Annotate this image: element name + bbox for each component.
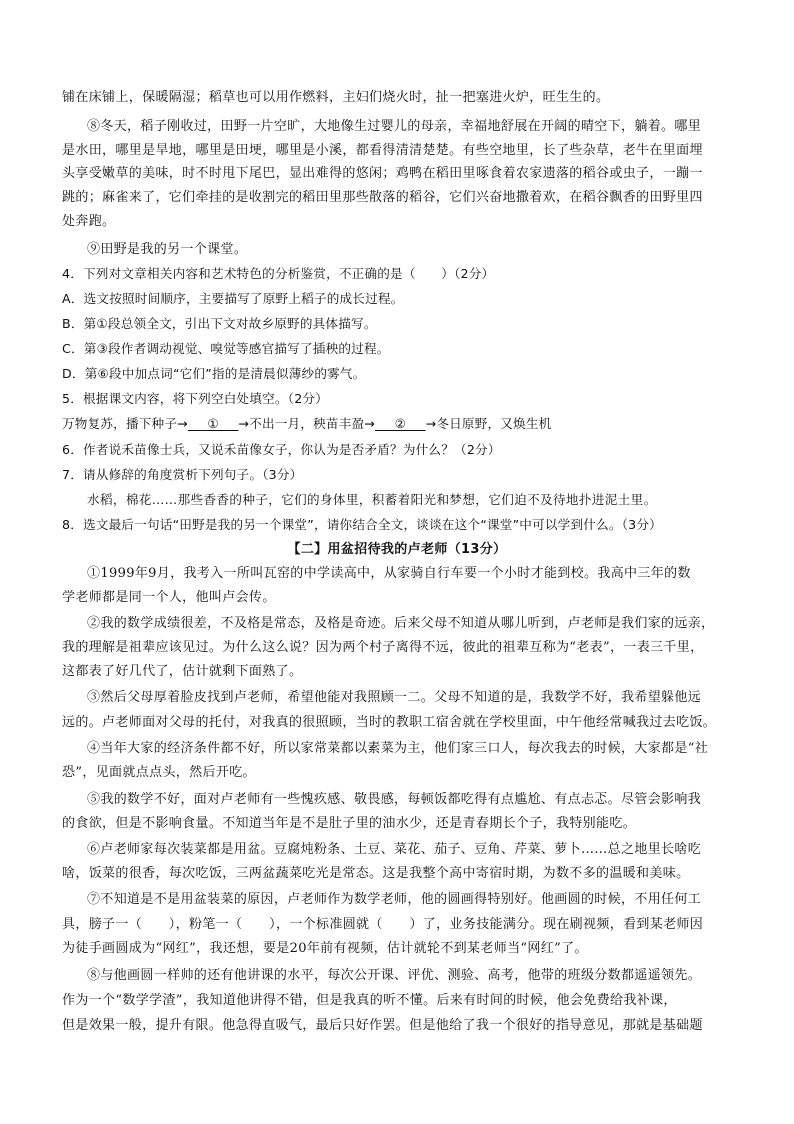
blank-2-number: ②: [394, 416, 407, 431]
section2-paragraph-2: ②我的数学成绩很差，不及格是常态，及格是奇迹。后来父母不知道从哪儿听到，卢老师是我们家的远亲，: [87, 616, 715, 631]
section2-paragraph-8: ⑧与他画圆一样帅的还有他讲课的水平，每次公开课、评优、测验、高考，他带的班级分数都遥遥领先。: [87, 968, 702, 983]
blank-1-number: ①: [207, 416, 219, 431]
question-5-fill-row: [0, 414, 794, 434]
section2-paragraph-6: ⑥卢老师家每次装菜都是用盆。豆腐炖粉条、土豆、菜花、茄子、豆角、芹菜、萝卜……总之地里长啥吃: [87, 842, 702, 857]
question-7: 7．请从修辞的角度赏析下列句子。（3分）: [62, 467, 303, 482]
section2-line: 我的理解是祖辈应该见过。为什么这么说？因为两个村子离得不远，彼此的祖辈互称为“老表”，一表三千里，: [62, 640, 704, 655]
question-8: 8．选文最后一句话“田野是我的另一个课堂”，请你结合全文，谈谈在这个“课堂”中可以学到什么。（3分）: [62, 517, 662, 532]
section2-line: 为徒手画圆成为“网红”，我还想，要是20年前有视频，估计就轮不到某老师当“网红”了。: [62, 941, 588, 956]
section2-line: 的食欲，但是不影响食量。不知道当年是不是肚子里的油水少，还是青春期长个子，我特别能吃。: [62, 816, 637, 831]
question-4: 4．下列对文章相关内容和艺术特色的分析鉴赏，不正确的是（ ）（2分）: [62, 266, 495, 281]
passage-line: 头享受嫩草的美味，时不时甩下尾巴，显出难得的悠闲；鸡鸭在稻田里啄食着农家遗落的稻谷或虫子，一蹦一: [62, 166, 703, 181]
section2-paragraph-5: ⑤我的数学不好，面对卢老师有一些愧疚感、敬畏感，每顿饭都吃得有点尴尬、有点忐忑。尽管会影响我: [87, 792, 702, 807]
section2-line: 作为一个“数学学渣”，我知道他讲得不错，但是我真的听不懂。后来有时间的时候，他会免费给我补课，: [62, 993, 677, 1008]
question-5: 5．根据课文内容，将下列空白处填空。（2分）: [62, 391, 328, 406]
section2-paragraph-3: ③然后父母厚着脸皮找到卢老师，希望他能对我照顾一二。父母不知道的是，我数学不好，我希望躲他远: [87, 690, 702, 705]
question-7-quote: 水稻，棉花……那些香香的种子，它们的身体里，积蓄着阳光和梦想，它们迫不及待地扑进泥土里。: [87, 492, 657, 507]
section2-line: 但是效果一般，提升有限。他急得直吸气，最后只好作罢。但是他给了我一个很好的指导意见，那就是基础题: [62, 1018, 703, 1033]
section2-paragraph-4: ④当年大家的经济条件都不好，所以家常菜都以素菜为主，他们家三口人，每次我去的时候，大家都是“社: [87, 741, 709, 756]
question-4-option-b: B．第①段总领全文，引出下文对故乡原野的具体描写。: [62, 316, 377, 331]
passage-line: 是水田，哪里是旱地，哪里是田埂，哪里是小溪，都看得清清楚楚。有些空地里，长了些杂草，老牛在里面埋: [62, 143, 703, 158]
section2-paragraph-1: ①1999年9月，我考入一所叫瓦窑的中学读高中，从家骑自行车要一个小时才能到校。我高中三年的数: [87, 566, 691, 581]
section2-paragraph-7: ⑦不知道是不是用盆装菜的原因，卢老师作为数学老师，他的圆画得特别好。他画圆的时候，不用任何工: [87, 892, 702, 907]
passage-line: 处奔跑。: [62, 214, 116, 229]
passage-paragraph-8: ⑧冬天，稻子刚收过，田野一片空旷，大地像生过婴儿的母亲，幸福地舒展在开阔的晴空下，躺着。哪里: [87, 119, 702, 134]
fill-text-1: 万物复苏，播下种子→: [62, 416, 188, 431]
section2-line: 远的。卢老师面对父母的托付，对我真的很照顾，当时的教职工宿舍就在学校里面，中午他经常喊我过去吃饭。: [62, 715, 717, 730]
question-4-option-c: C．第③段作者调动视觉、嗅觉等感官描写了插秧的过程。: [62, 341, 390, 356]
question-4-option-d: D．第⑥段中加点词“它们”指的是清晨似薄纱的雾气。: [62, 366, 366, 381]
section2-line: 学老师都是同一个人，他叫卢会传。: [62, 590, 276, 605]
question-4-option-a: A．选文按照时间顺序，主要描写了原野上稻子的成长过程。: [62, 291, 404, 306]
passage-paragraph-9: ⑨田野是我的另一个课堂。: [87, 242, 248, 257]
section2-line: 恐”，见面就点点头，然后开吃。: [62, 765, 256, 780]
section2-line: 这都表了好几代了，估计就剩下面熟了。: [62, 664, 303, 679]
passage-line: 跳的；麻雀来了，它们牵挂的是收割完的稻田里那些散落的稻谷，它们兴奋地撒着欢，在稻谷飘香的田野里四: [62, 190, 703, 205]
section2-line: 啥，饭菜的很香，每次吃饭，三两盆蔬菜吃光是常态。这是我整个高中寄宿时期，为数不多的温暖和美味。: [62, 866, 690, 881]
fill-text-3: →冬日原野，又焕生机: [425, 416, 552, 431]
fill-blank-1[interactable]: [188, 416, 239, 431]
section-2-title: 【二】用盆招待我的卢老师（13分）: [287, 542, 507, 557]
fill-blank-2[interactable]: [375, 416, 426, 431]
section2-line: 具，膀子一（ ），粉笔一（ ），一个标准圆就（ ）了，业务技能满分。现在刷视频，看到某老师因: [62, 917, 704, 932]
passage-line: 铺在床铺上，保暖隔湿；稻草也可以用作燃料，主妇们烧火时，扯一把塞进火炉，旺生生的。: [62, 90, 610, 105]
question-6: 6．作者说禾苗像士兵，又说禾苗像女子，你认为是否矛盾？为什么？（2分）: [62, 442, 501, 457]
fill-text-2: →不出一月，秧苗丰盈→: [238, 416, 376, 431]
